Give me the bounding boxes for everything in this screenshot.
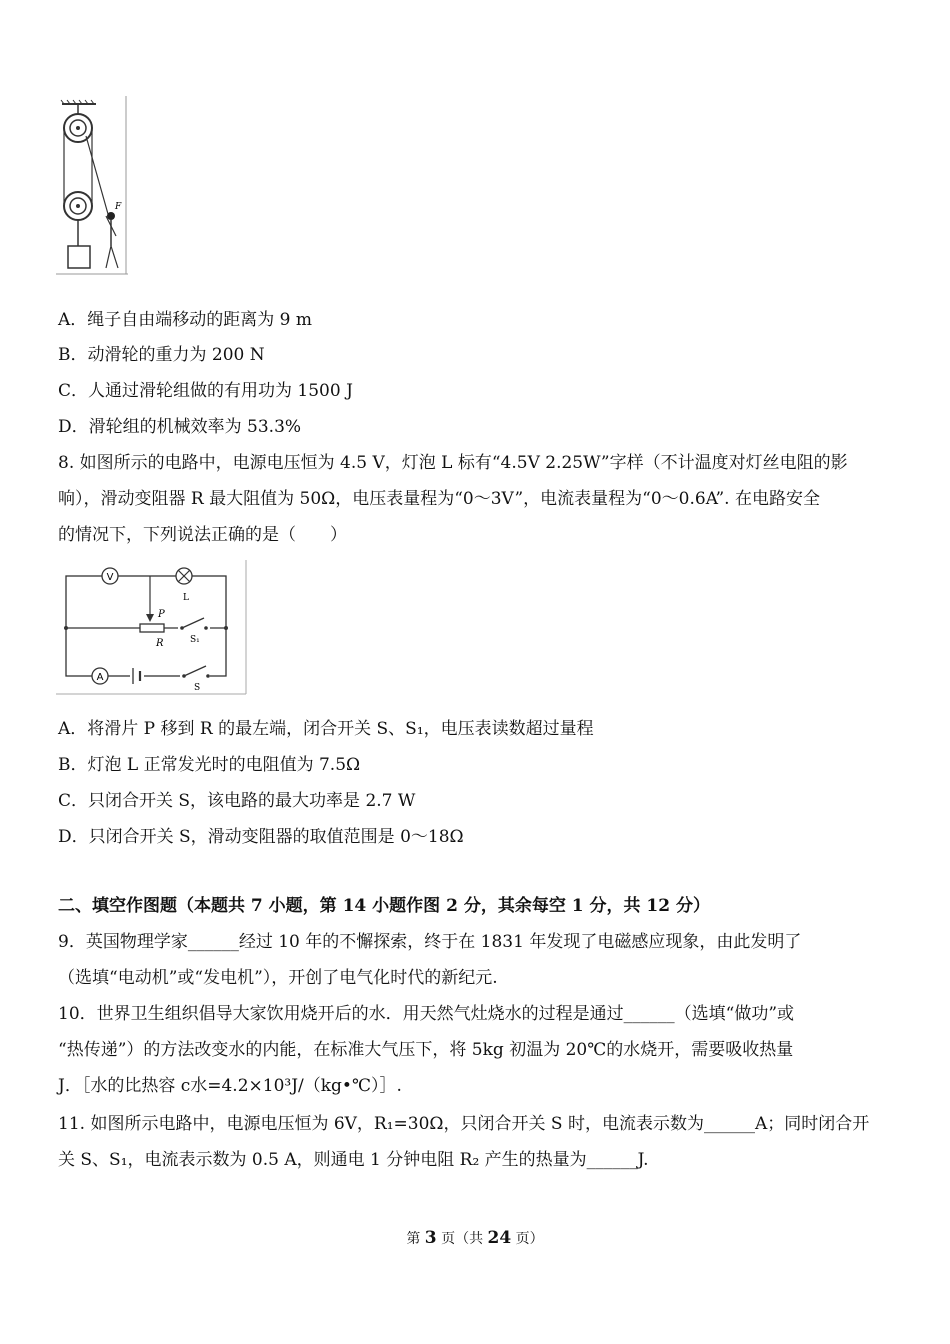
q10-line-1: 10．世界卫生组织倡导大家饮用烧开后的水．用天然气灶烧水的过程是通过______（选填“做功”或 xyxy=(58,1004,795,1024)
q8-stem-line-3: 的情况下，下列说法正确的是（ ） xyxy=(58,525,347,545)
lamp-label: L xyxy=(183,593,189,603)
q10-line-3: J．［水的比热容 c水=4.2×10³J/（kg•℃）］. xyxy=(58,1076,402,1096)
circuit-figure xyxy=(56,560,248,696)
q8-option-d: D．只闭合开关 S，滑动变阻器的取值范围是 0～18Ω xyxy=(58,827,464,847)
q7-option-c: C．人通过滑轮组做的有用功为 1500 J xyxy=(58,381,353,401)
footer-suffix: 页） xyxy=(511,1231,544,1247)
q8-option-b: B．灯泡 L 正常发光时的电阻值为 7.5Ω xyxy=(58,755,361,775)
q8-option-c: C．只闭合开关 S，该电路的最大功率是 2.7 W xyxy=(58,791,416,811)
switch-label: S xyxy=(194,683,201,693)
footer-prefix: 第 xyxy=(406,1231,425,1247)
force-label: F xyxy=(115,202,122,212)
q8-stem-line-1: 8. 如图所示的电路中，电源电压恒为 4.5 V，灯泡 L 标有“4.5V 2.25W”字样（不计温度对灯丝电阻的影 xyxy=(58,453,848,473)
q9-line-2: （选填“电动机”或“发电机”），开创了电气化时代的新纪元. xyxy=(58,968,498,988)
q7-option-b: B．动滑轮的重力为 200 N xyxy=(58,345,265,365)
rheostat-label: R xyxy=(156,638,164,649)
q9-line-1: 9．英国物理学家______经过 10 年的不懈探索，终于在 1831 年发现了电磁感应现象，由此发明了 xyxy=(58,932,802,952)
ammeter-label: A xyxy=(96,672,104,683)
footer-middle: 页（共 xyxy=(436,1231,488,1247)
footer-total-pages: 24 xyxy=(487,1228,512,1248)
slider-label: P xyxy=(158,609,165,620)
section-2-heading: 二、填空作图题（本题共 7 小题，第 14 小题作图 2 分，其余每空 1 分，共 12 分） xyxy=(58,896,710,916)
switch1-label: S₁ xyxy=(190,635,200,645)
q8-stem-line-2: 响），滑动变阻器 R 最大阻值为 50Ω，电压表量程为“0～3V”，电流表量程为“0～0.6A”. 在电路安全 xyxy=(58,489,820,509)
q8-option-a: A．将滑片 P 移到 R 的最左端，闭合开关 S、S₁，电压表读数超过量程 xyxy=(58,719,594,739)
q7-option-a: A．绳子自由端移动的距离为 9 m xyxy=(58,310,313,330)
pulley-figure xyxy=(56,96,130,276)
q10-line-2: “热传递”）的方法改变水的内能，在标准大气压下，将 5kg 初温为 20℃的水烧开，需要吸收热量 xyxy=(58,1040,794,1060)
q11-line-2: 关 S、S₁，电流表示数为 0.5 A，则通电 1 分钟电阻 R₂ 产生的热量为______J. xyxy=(58,1150,649,1170)
page-footer xyxy=(0,1228,950,1248)
voltmeter-label: V xyxy=(106,572,114,583)
q11-line-1: 11. 如图所示电路中，电源电压恒为 6V，R₁=30Ω，只闭合开关 S 时，电流表示数为______A；同时闭合开 xyxy=(58,1114,870,1134)
q7-option-d: D．滑轮组的机械效率为 53.3% xyxy=(58,417,302,437)
footer-page-number: 3 xyxy=(424,1228,437,1248)
